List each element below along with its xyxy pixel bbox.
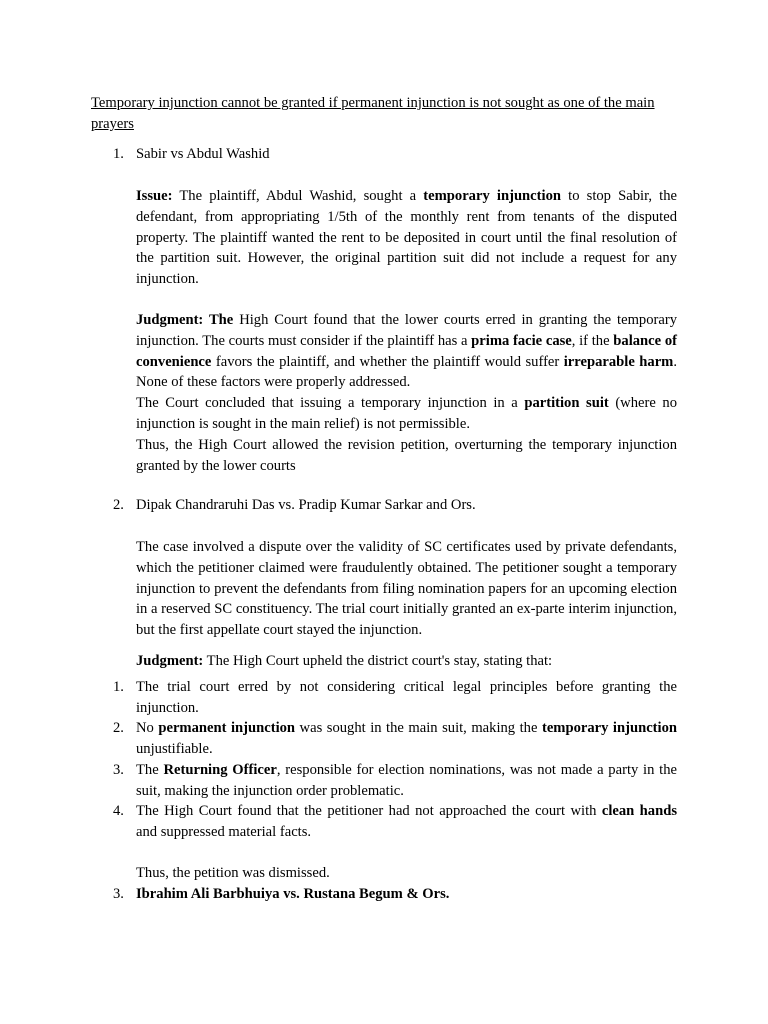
case-3-title	[136, 884, 681, 905]
judgment-text-3: favors the plaintiff, and whether the plaintiff would suffer	[211, 353, 564, 370]
case-2-point-2	[91, 718, 677, 760]
point-1-number: 1.	[113, 679, 124, 695]
judgment-text-2: , if the	[571, 332, 614, 349]
point-3-bold-1: Returning Officer	[163, 762, 277, 778]
point-1-text: The trial court erred by not considering critical legal principles before granting the injunction.	[136, 679, 677, 716]
point-4-bold-1: clean hands	[601, 803, 677, 819]
case-2-facts-text: The case involved a dispute over the validity of SC certificates used by private defendants, which the petitioner claimed were fraudulently obtained. The petitioner sought a temporary injunction to prevent the defendants from filing nomination papers for an upcoming election in a reserved SC constituency. The trial court initially granted an ex-parte interim injunction, but the first appellate court stayed the injunction.	[136, 539, 677, 639]
case-1-issue	[136, 186, 677, 290]
point-4-number: 4.	[113, 803, 124, 819]
case-2-conclusion	[136, 863, 677, 884]
case-2-facts	[136, 537, 677, 641]
case-2-judgment-intro	[136, 651, 677, 672]
case-3-title-bold: Ibrahim Ali Barbhuiya vs. Rustana Begum & Ors.	[136, 886, 450, 902]
judgment-bold-1: prima facie case	[471, 332, 572, 349]
point-4-text-1: The High Court found that the petitioner had not approached the court with	[136, 803, 602, 819]
case-2-title: Dipak Chandraruhi Das vs. Pradip Kumar Sarkar and Ors.	[136, 497, 476, 513]
judgment-text-4: . None of these factors were properly addressed.	[136, 353, 677, 391]
case-1-title-row	[91, 144, 681, 165]
point-3-number: 3.	[113, 762, 124, 778]
case-1-outcome: Thus, the High Court allowed the revision petition, overturning the temporary injunction granted by the lower courts	[136, 436, 677, 474]
issue-text-2: to stop Sabir, the defendant, from appropriating 1/5th of the monthly rent from tenants of the disputed property. The plaintiff wanted the rent to be deposited in court until the final resolution of the partition suit. However, the original partition suit did not include a request for any injunction.	[136, 188, 677, 288]
conclusion-text-2: (where no injunction is sought in the main relief) is not permissible.	[136, 395, 677, 432]
point-2-number: 2.	[113, 720, 124, 736]
point-2-text-1: No	[136, 720, 159, 736]
case-2-judgment-text: The High Court upheld the district court's stay, stating that:	[203, 653, 553, 669]
point-3-text-1: The	[136, 762, 164, 778]
case-1-title: Sabir vs Abdul Washid	[136, 146, 270, 162]
point-2-text-3: unjustifiable.	[136, 740, 213, 757]
document-heading: Temporary injunction cannot be granted if permanent injunction is not sought as one of the main prayers	[91, 95, 655, 132]
issue-label: Issue:	[136, 188, 173, 204]
case-2-title-row	[91, 495, 681, 516]
point-3-text	[136, 760, 677, 802]
conclusion-text-1: The Court concluded that issuing a temporary injunction in a	[136, 395, 525, 412]
case-2-conclusion-text: Thus, the petition was dismissed.	[136, 865, 330, 881]
point-4-text	[136, 801, 677, 843]
case-3-number: 3.	[113, 886, 124, 902]
case-2-point-3	[91, 760, 677, 802]
case-2-point-1	[91, 677, 677, 719]
case-2-number: 2.	[113, 497, 124, 513]
point-2-bold-2: temporary injunction	[541, 720, 678, 736]
judgment-label: Judgment: The	[136, 312, 234, 328]
point-2-text	[136, 718, 677, 760]
case-2-judgment-label: Judgment:	[136, 653, 204, 669]
judgment-text-1: High Court found that the lower courts erred in granting the temporary injunction. The courts must consider if the plaintiff has a	[136, 312, 678, 349]
judgment-bold-2: balance of convenience	[136, 332, 677, 370]
case-1-judgment	[136, 310, 677, 476]
conclusion-bold: partition suit	[524, 395, 609, 412]
case-2-point-4	[91, 801, 677, 843]
point-4-text-2: and suppressed material facts.	[136, 823, 312, 840]
judgment-bold-3: irreparable harm	[563, 353, 674, 370]
issue-bold-1: temporary injunction	[423, 188, 561, 204]
point-2-bold-1: permanent injunction	[158, 720, 296, 736]
point-2-text-2: was sought in the main suit, making the	[295, 720, 542, 736]
case-1-number: 1.	[113, 146, 124, 162]
case-3-title-row	[91, 884, 681, 905]
issue-text-1: The plaintiff, Abdul Washid, sought a	[172, 188, 424, 204]
point-3-text-2: , responsible for election nominations, was not made a party in the suit, making the injunction order problematic.	[136, 762, 678, 799]
